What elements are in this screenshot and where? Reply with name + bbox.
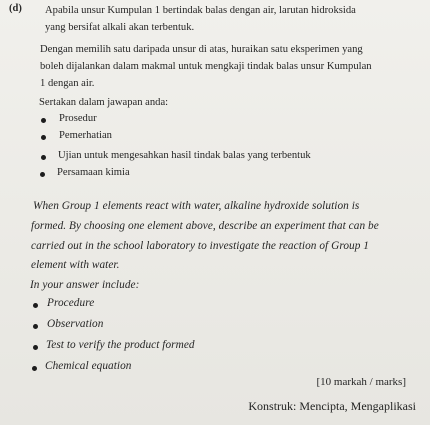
malay-line-2: yang bersifat alkali akan terbentuk. [45, 22, 195, 33]
marks-allocation: [10 markah / marks] [316, 376, 406, 388]
malay-bullet-equation: Persamaan kimia [57, 167, 130, 178]
malay-line-4: boleh dijalankan dalam makmal untuk mengkaji tindak balas unsur Kumpulan [40, 61, 372, 72]
bullet-dot [41, 118, 46, 123]
english-bullet-procedure: Procedure [47, 297, 95, 309]
bullet-dot [40, 172, 45, 177]
english-bullet-equation: Chemical equation [45, 360, 132, 372]
construct-label: Konstruk: Mencipta, Mengaplikasi [248, 399, 416, 413]
bullet-dot [33, 303, 38, 308]
malay-line-3: Dengan memilih satu daripada unsur di atas, huraikan satu eksperimen yang [40, 44, 363, 55]
english-line-5: In your answer include: [30, 279, 140, 291]
malay-line-1: Apabila unsur Kumpulan 1 bertindak balas dengan air, larutan hidroksida [45, 5, 356, 16]
malay-line-6: Sertakan dalam jawapan anda: [39, 97, 169, 108]
bullet-dot [33, 345, 38, 350]
malay-bullet-procedure: Prosedur [59, 113, 97, 124]
english-line-2: formed. By choosing one element above, describe an experiment that can be [31, 220, 379, 232]
bullet-dot [32, 366, 37, 371]
english-bullet-observation: Observation [47, 318, 104, 330]
question-label: (d) [9, 3, 22, 14]
bullet-dot [41, 155, 46, 160]
english-bullet-test: Test to verify the product formed [46, 339, 195, 351]
malay-bullet-observation: Pemerhatian [59, 130, 112, 141]
malay-line-5: 1 dengan air. [40, 78, 95, 89]
english-line-3: carried out in the school laboratory to investigate the reaction of Group 1 [31, 240, 370, 252]
english-line-4: element with water. [31, 259, 120, 271]
english-line-1: When Group 1 elements react with water, alkaline hydroxide solution is [33, 200, 360, 212]
bullet-dot [41, 135, 46, 140]
bullet-dot [33, 324, 38, 329]
malay-bullet-test: Ujian untuk mengesahkan hasil tindak balas yang terbentuk [58, 150, 311, 161]
